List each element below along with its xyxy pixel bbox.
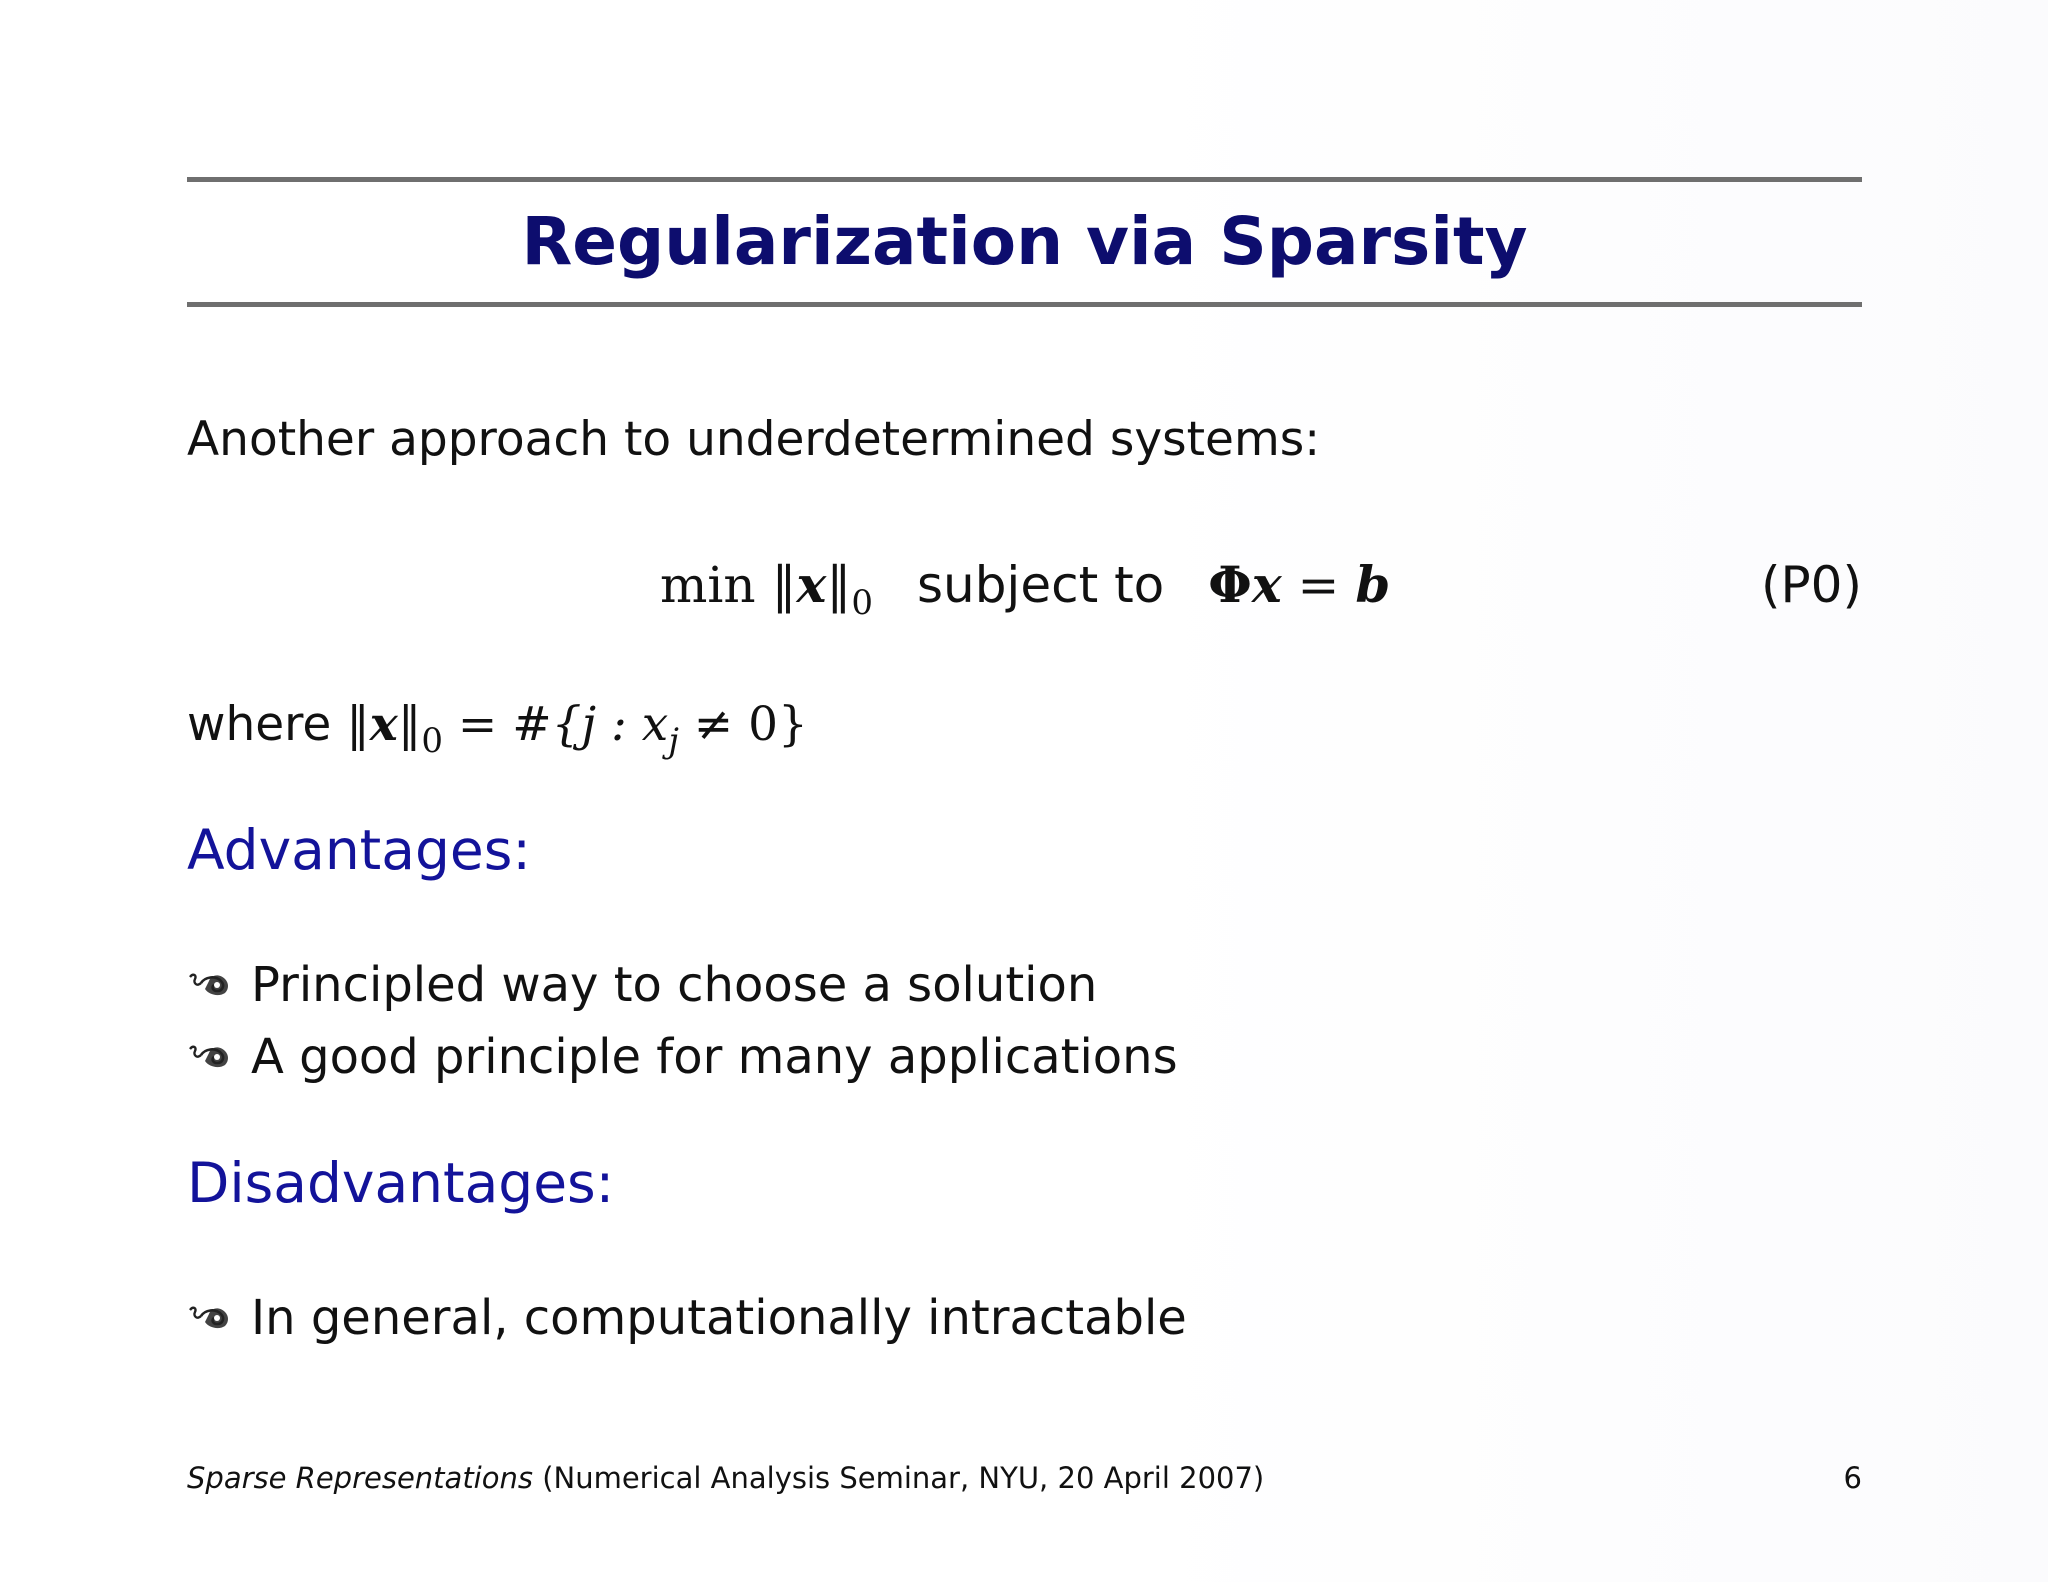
where-var-x: x (369, 697, 398, 752)
where-definition (187, 695, 808, 771)
equation-equals: = (1281, 556, 1356, 614)
slide-title: Regularization via Sparsity (521, 203, 1528, 280)
equation-rhs-b: b (1355, 555, 1391, 614)
ornamental-bullet-icon (187, 1041, 233, 1071)
equation-norm-close: ‖ (826, 556, 852, 614)
equation-norm-open: ‖ (771, 556, 797, 614)
where-set-expression: = #{j : x (442, 697, 669, 752)
where-subscript-zero: 0 (421, 721, 443, 761)
advantages-heading: Advantages: (187, 818, 531, 882)
equation-subject-to: subject to (916, 556, 1165, 614)
where-word: where (187, 697, 347, 752)
list-item (187, 1288, 1187, 1348)
equation-var-x-rhs: x (1251, 555, 1282, 614)
footer-talk-title: Sparse Representations (187, 1461, 533, 1495)
advantage-item-2: A good principle for many applications (251, 1029, 1178, 1085)
ornamental-bullet-icon (187, 1302, 233, 1332)
equation-var-x: x (796, 555, 827, 614)
title-bottom-rule (187, 302, 1862, 307)
footer-venue: (Numerical Analysis Seminar, NYU, 20 April 2007) (532, 1461, 1265, 1495)
where-tail: ≠ 0} (678, 697, 808, 752)
page-number: 6 (1843, 1461, 1862, 1495)
equation-subscript-zero: 0 (851, 583, 873, 623)
equation-min: min (660, 556, 772, 614)
title-top-rule (187, 177, 1862, 182)
intro-text: Another approach to underdetermined systems: (187, 412, 1321, 467)
where-norm-close: ‖ (397, 697, 422, 752)
ornamental-bullet-icon (187, 969, 233, 999)
where-norm-open: ‖ (346, 697, 370, 752)
equation-p0 (660, 550, 1391, 623)
slide-footer (187, 1458, 1264, 1498)
disadvantages-heading: Disadvantages: (187, 1151, 615, 1215)
equation-label: (P0) (1761, 556, 1862, 614)
equation-phi: Φ (1208, 555, 1252, 614)
list-item (187, 1027, 1178, 1087)
advantage-item-1: Principled way to choose a solution (251, 957, 1098, 1013)
list-item (187, 955, 1097, 1015)
disadvantage-item-1: In general, computationally intractable (251, 1290, 1187, 1346)
where-subscript-j: j (668, 721, 679, 761)
